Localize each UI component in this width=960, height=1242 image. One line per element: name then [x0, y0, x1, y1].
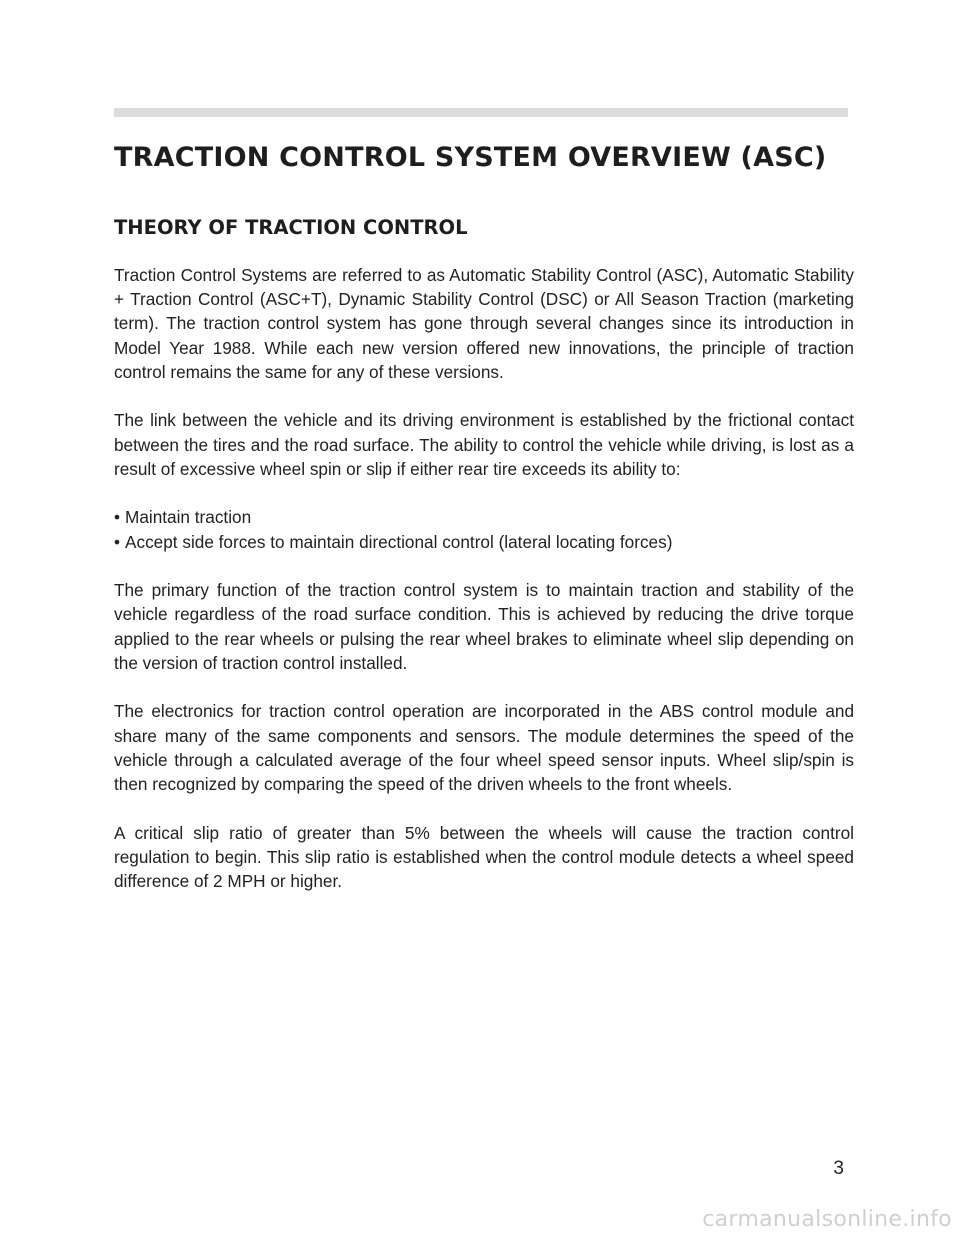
- section-heading: THEORY OF TRACTION CONTROL: [114, 216, 468, 239]
- bullet-text: Accept side forces to maintain directional control (lateral locating forces): [125, 531, 673, 552]
- paragraph-intro: Traction Control Systems are referred to as Automatic Stability Control (ASC), Automatic Stability + Traction Control (ASC+T), Dynamic Stability Control (DSC) or All Season Traction (marketing term). The traction control system has gone through several changes since its introduction in Model Year 1988. While each new version offered new innovations, the principle of traction control remains the same for any of these versions.: [114, 265, 854, 382]
- list-item: [114, 505, 854, 529]
- page-title: TRACTION CONTROL SYSTEM OVERVIEW (ASC): [114, 142, 827, 173]
- watermark: carmanualsonline.info: [702, 1207, 952, 1232]
- bullet-list: [114, 505, 854, 553]
- paragraph-function: The primary function of the traction control system is to maintain traction and stability of the vehicle regardless of the road surface condition. This is achieved by reducing the drive torque applied to the rear wheels or pulsing the rear wheel brakes to eliminate wheel slip depending on the version of traction control installed.: [114, 580, 854, 673]
- page-number: 3: [833, 1158, 844, 1179]
- bullet-icon: •: [114, 531, 121, 552]
- header-rule: [114, 108, 848, 117]
- paragraph-slip-ratio: A critical slip ratio of greater than 5% between the wheels will cause the traction control regulation to begin. This slip ratio is established when the control module detects a wheel speed difference of 2 MPH or higher.: [114, 822, 854, 892]
- paragraph-electronics: The electronics for traction control operation are incorporated in the ABS control module and share many of the same components and sensors. The module determines the speed of the vehicle through a calculated average of the four wheel speed sensor inputs. Wheel slip/spin is then recognized by comparing the speed of the driven wheels to the front wheels.: [114, 701, 854, 795]
- bullet-icon: •: [114, 507, 121, 528]
- body-content: [114, 263, 854, 918]
- list-item: [114, 530, 854, 554]
- paragraph-link: The link between the vehicle and its driving environment is established by the frictional contact between the tires and the road surface. The ability to control the vehicle while driving, is lost as a result of excessive wheel spin or slip if either rear tire exceeds its ability to:: [114, 410, 854, 479]
- bullet-text: Maintain traction: [125, 507, 252, 528]
